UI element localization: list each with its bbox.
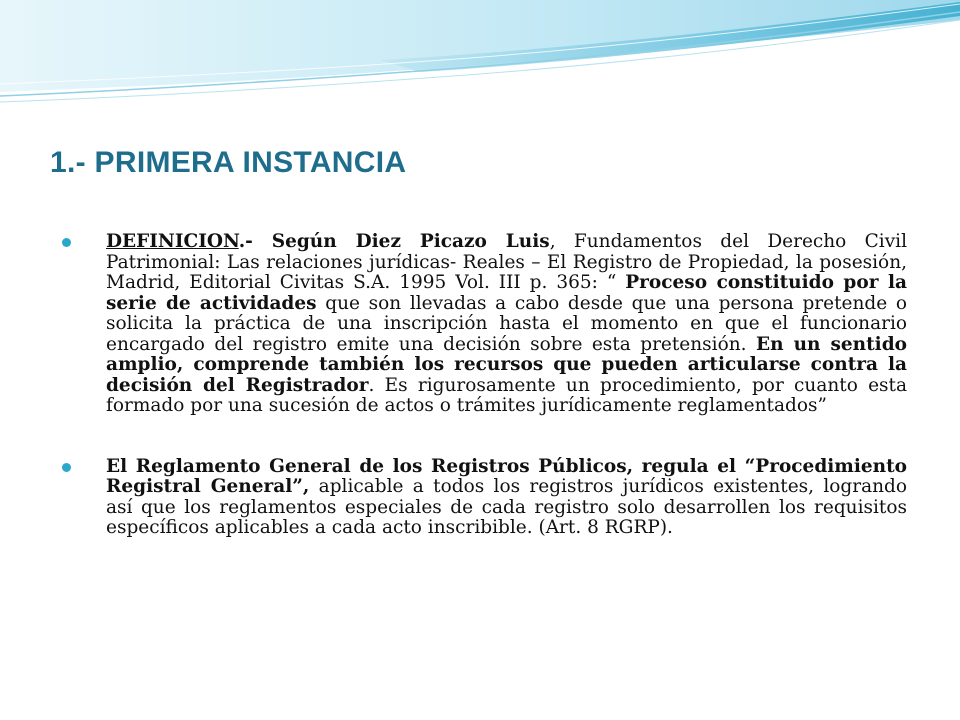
bullet-reglamento: [62, 457, 907, 539]
bullet-list: [62, 232, 907, 539]
text-run: aplicable a todos los registros jurídicos existentes, logrando así que los reglamentos especiales de cada registro solo desarrollen los requisitos específicos aplicables a cada acto inscribible. (Art. 8 RGRP).: [106, 476, 908, 538]
emphasis-run: Procedimiento Registral General”,: [106, 455, 907, 497]
term-definicion: DEFINICION: [106, 231, 239, 252]
header-wave-decoration: [0, 0, 960, 110]
text-run: , Fundamentos del Derecho Civil Patrimonial: Las relaciones jurídicas- Reales – El Registro de Propiedad, la posesión, Madrid, Editorial Civitas S.A. 1995 Vol. III p. 365: “: [106, 231, 908, 293]
text-run: que son llevadas a cabo desde que una persona pretende o solicita la práctica de una inscripción hasta el momento en que el funcionario encargado del registro emite una decisión sobre esta pretensión.: [106, 292, 907, 355]
bullet-text: [106, 456, 907, 539]
emphasis-run: Proceso constituido por la serie de actividades: [106, 272, 907, 314]
emphasis-run: En un sentido amplio, comprende también los recursos que pueden articularse contra la decisión del Registrador: [106, 333, 907, 396]
emphasis-run: El Reglamento General de los Registros Públicos, regula el “: [106, 455, 756, 477]
slide-title: 1.- PRIMERA INSTANCIA: [50, 146, 407, 179]
bullet-dot-icon: [62, 238, 71, 247]
bullet-dot-icon: [62, 463, 71, 472]
bullet-definicion: [62, 232, 907, 417]
text-run: .- Según: [238, 231, 356, 252]
text-run: . Es rigurosamente un procedimiento, por cuanto esta formado por una sucesión de actos o trámites jurídicamente reglamentados”: [106, 374, 908, 416]
author-name: Diez Picazo Luis: [355, 231, 550, 252]
bullet-text: [106, 231, 907, 416]
